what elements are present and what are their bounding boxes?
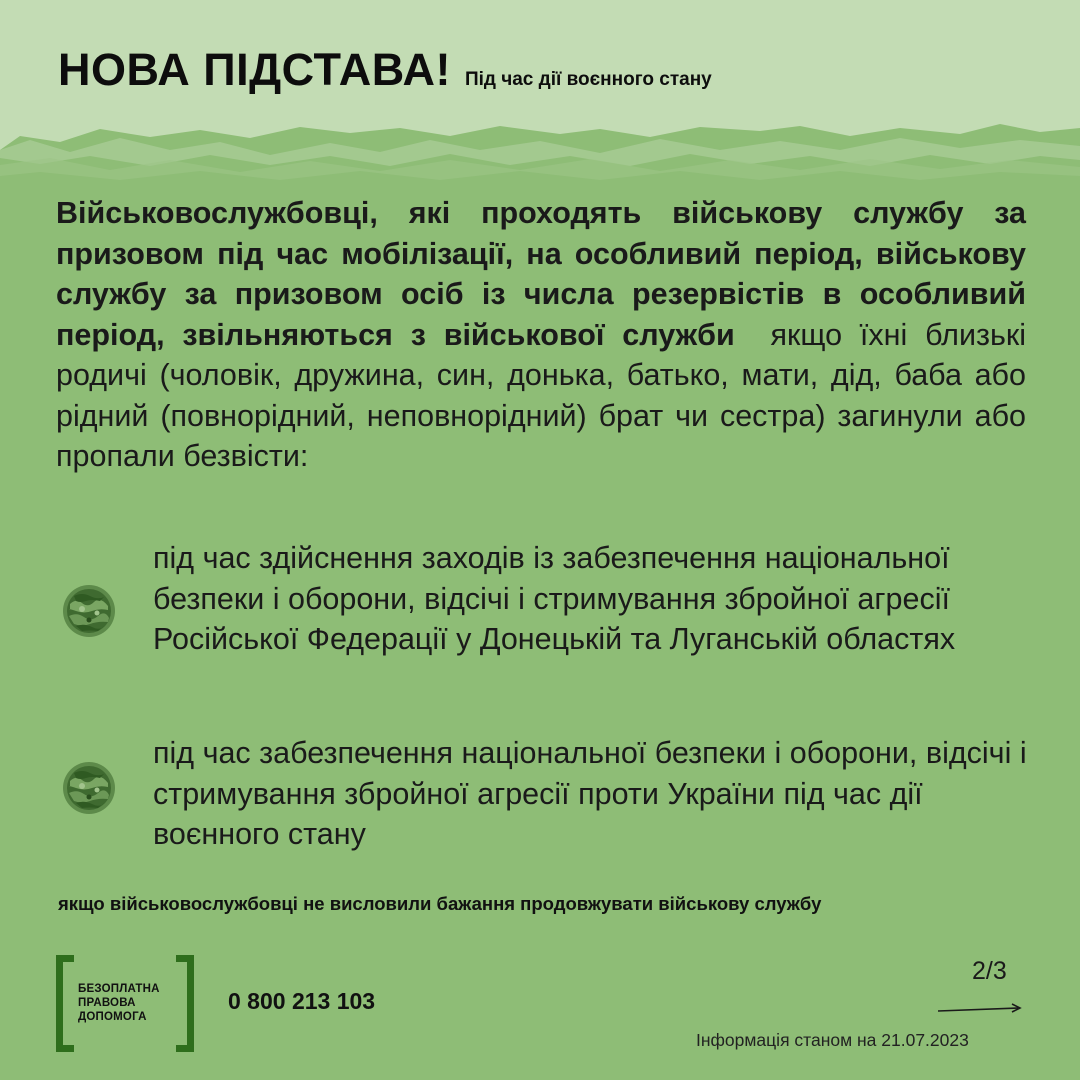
info-date: Інформація станом на 21.07.2023 <box>696 1030 969 1050</box>
logo <box>56 955 194 1052</box>
camouflage-circle-icon <box>62 761 116 815</box>
main-paragraph <box>56 193 1026 477</box>
logo-line: ПРАВОВА <box>78 997 136 1009</box>
top-paint-band <box>0 0 1080 200</box>
logo-bracket-left <box>56 955 74 1052</box>
camouflage-circle-icon <box>62 584 116 638</box>
main-paragraph-regular: якщо їхні близькі родичі (чоловік, дружина, син, донька, батько, мати, дід, баба або рідний (повнорідний, неповнорідний) брат чи сестра) загинули або пропали безвісти: <box>56 317 1026 473</box>
logo-text <box>78 982 178 1024</box>
header <box>58 44 712 96</box>
logo-bracket-right <box>176 955 194 1052</box>
page-title: НОВА ПІДСТАВА! <box>58 44 451 95</box>
footnote: якщо військовослужбовці не висловили бажання продовжувати військову службу <box>58 893 822 914</box>
bullet-text: під час здійснення заходів із забезпечення національної безпеки і оборони, відсічі і стримування збройної агресії Російської Федерації у Донецькій та Луганській областях <box>153 541 956 656</box>
arrow-right-icon[interactable] <box>938 1002 1022 1016</box>
logo-line: БЕЗОПЛАТНА <box>78 983 160 995</box>
bullet-text: під час забезпечення національної безпеки і оборони, відсічі і стримування збройної агресії проти України під час дії воєнного стану <box>153 736 1027 851</box>
page-subtitle: Під час дії воєнного стану <box>464 69 712 90</box>
page-number: 2/3 <box>972 957 1007 985</box>
logo-line: ДОПОМОГА <box>78 1011 147 1023</box>
main-paragraph-bold: Військовослужбовці, які проходять військову службу за призовом під час мобілізації, на особливий період, військову службу за призовом осіб із числа резервістів в особливий період, звільняються з військової служби <box>56 196 1026 352</box>
phone-number[interactable]: 0 800 213 103 <box>228 988 376 1014</box>
